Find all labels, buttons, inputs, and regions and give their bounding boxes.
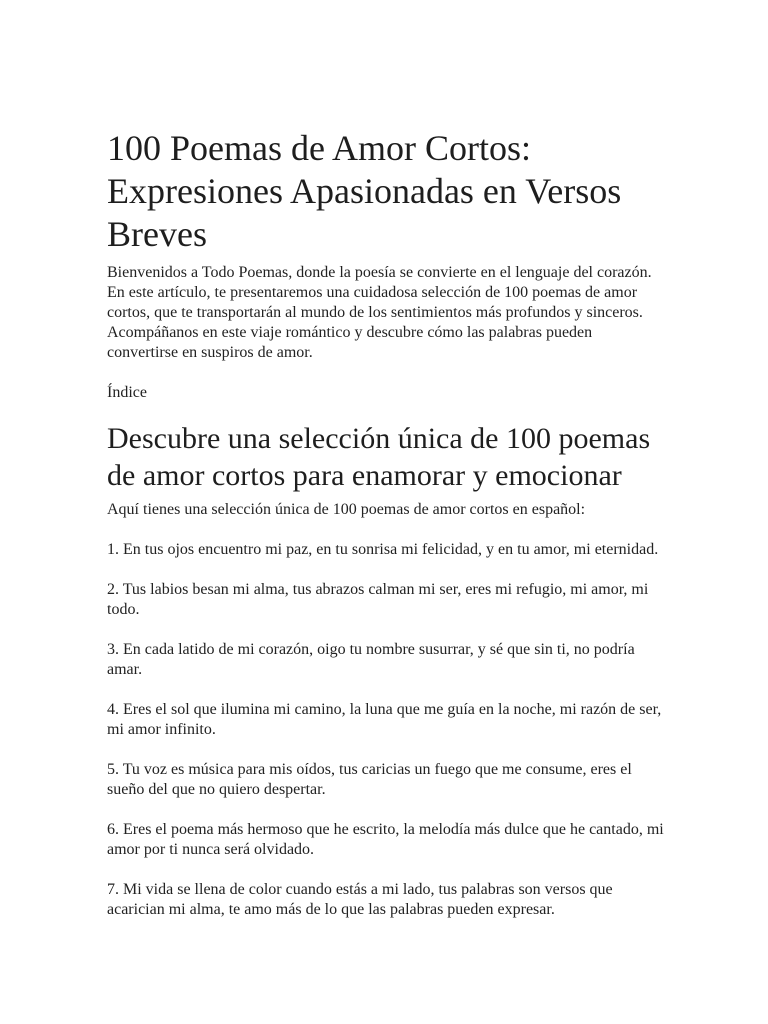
section-title: Descubre una selección única de 100 poemas de amor cortos para enamorar y emocionar xyxy=(107,422,651,492)
poem-item: 7. Mi vida se llena de color cuando estás a mi lado, tus palabras son versos que acarician mi alma, te amo más de lo que las palabras pueden expresar. xyxy=(107,881,613,918)
article-title: 100 Poemas de Amor Cortos: Expresiones Apasionadas en Versos Breves xyxy=(107,128,622,254)
article-page xyxy=(107,127,667,920)
section-lead: Aquí tienes una selección única de 100 poemas de amor cortos en español: xyxy=(107,501,586,518)
poem-item: 1. En tus ojos encuentro mi paz, en tu sonrisa mi felicidad, y en tu amor, mi eternidad. xyxy=(107,541,659,558)
poem-item: 6. Eres el poema más hermoso que he escrito, la melodía más dulce que he cantado, mi amor por ti nunca será olvidado. xyxy=(107,821,664,858)
poem-item: 3. En cada latido de mi corazón, oigo tu nombre susurrar, y sé que sin ti, no podría amar. xyxy=(107,641,635,678)
poem-list xyxy=(107,540,667,920)
poem-item: 2. Tus labios besan mi alma, tus abrazos calman mi ser, eres mi refugio, mi amor, mi todo. xyxy=(107,581,649,618)
table-of-contents-toggle[interactable]: Índice xyxy=(107,384,147,401)
article-intro: Bienvenidos a Todo Poemas, donde la poesía se convierte en el lenguaje del corazón. En este artículo, te presentaremos una cuidadosa selección de 100 poemas de amor cortos, que te transportarán al mundo de los sentimientos más profundos y sinceros. Acompáñanos en este viaje romántico y descubre cómo las palabras pueden convertirse en suspiros de amor. xyxy=(107,264,652,361)
poem-item: 5. Tu voz es música para mis oídos, tus caricias un fuego que me consume, eres el sueño del que no quiero despertar. xyxy=(107,761,632,798)
poem-item: 4. Eres el sol que ilumina mi camino, la luna que me guía en la noche, mi razón de ser, mi amor infinito. xyxy=(107,701,662,738)
